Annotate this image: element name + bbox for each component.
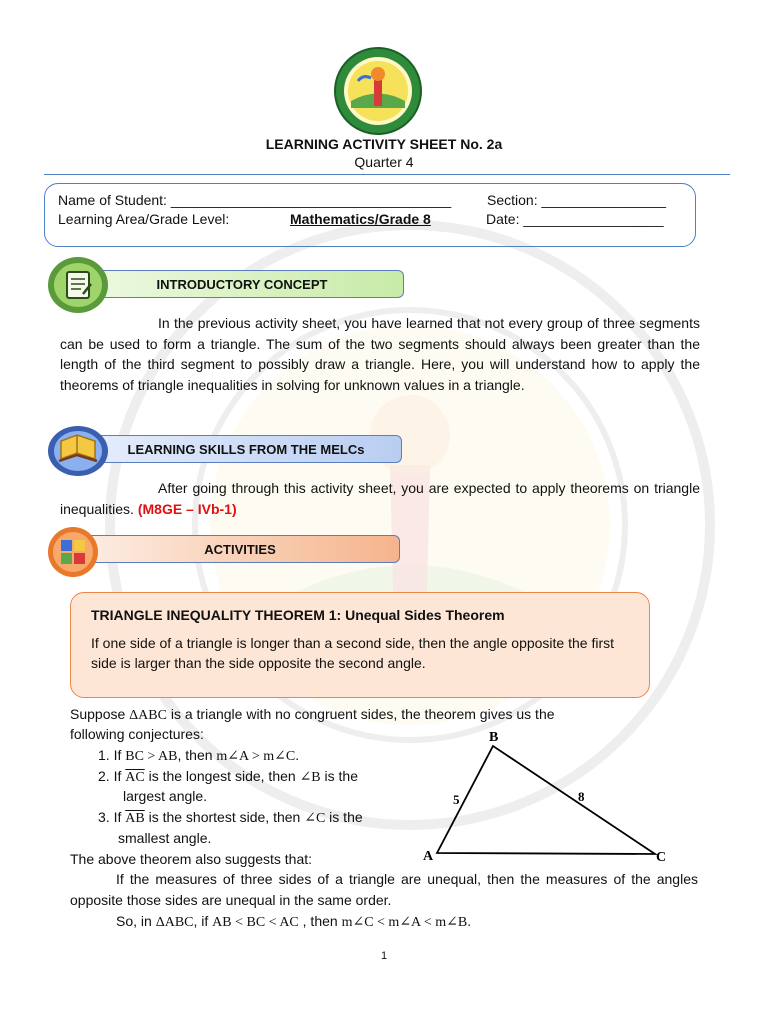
following-line: following conjectures:	[70, 726, 204, 742]
student-name-field[interactable]: Name of Student: ____________________________________	[58, 192, 452, 208]
introductory-concept-header: INTRODUCTORY CONCEPT	[80, 270, 404, 298]
book-icon	[47, 425, 109, 477]
side-bc-length: 8	[578, 789, 585, 804]
conjecture-1: 1. If BC > AB, then m∠A > m∠C.	[98, 747, 300, 764]
division-office-logo	[333, 46, 423, 136]
conjecture-2-cont: largest angle.	[123, 788, 208, 804]
sheet-title: LEARNING ACTIVITY SHEET No. 2a	[265, 136, 503, 152]
quarter-label: Quarter 4	[354, 154, 414, 170]
learning-area-value: Mathematics/Grade 8	[290, 211, 431, 227]
skills-paragraph: After going through this activity sheet, you are expected to apply theorems on triangle inequalities. (M8GE – IVb-1)	[60, 480, 700, 517]
date-field[interactable]: Date: __________________	[486, 211, 664, 227]
theorem-box	[70, 592, 650, 698]
activities-header: ACTIVITIES	[80, 535, 400, 563]
triangle-diagram	[415, 722, 675, 867]
puzzle-icon	[47, 526, 99, 578]
side-ab-length: 5	[453, 792, 460, 807]
conjecture-2: 2. If $\overline{AC}$ is the longest side, then ∠B is the	[98, 768, 358, 785]
vertex-b-label: B	[489, 730, 499, 745]
vertex-c-label: C	[656, 850, 667, 865]
page-number: 1	[380, 950, 388, 962]
intro-paragraph: In the previous activity sheet, you have learned that not every group of three segments can be used to form a triangle. The sum of the two segments should always been greater than the length of the third segment to possibly draw a triangle. Here, you will understand how to apply the theorems of triangle inequalities in solving for unknown values in a triangle.	[60, 315, 700, 393]
learning-area-label: Learning Area/Grade Level:	[58, 211, 230, 227]
section-field[interactable]: Section: ________________	[487, 192, 667, 208]
so-line: So, in ΔABC, if AB < BC < AC , then m∠C < m∠A < m∠B.	[116, 913, 472, 930]
triangle-shape	[437, 746, 655, 854]
header-divider	[44, 174, 730, 175]
suppose-line: Suppose ΔABC is a triangle with no congruent sides, the theorem gives us the	[70, 706, 555, 723]
theorem-title: TRIANGLE INEQUALITY THEOREM 1: Unequal Sides Theorem	[91, 607, 505, 623]
conjecture-3: 3. If $\overline{AB}$ is the shortest side, then ∠C is the	[98, 809, 363, 826]
vertex-a-label: A	[423, 849, 434, 864]
notepad-icon	[47, 256, 109, 314]
suggests-line: The above theorem also suggests that:	[70, 851, 313, 867]
conjecture-3-cont: smallest angle.	[118, 830, 212, 846]
learning-skills-header: LEARNING SKILLS FROM THE MELCs	[80, 435, 402, 463]
measures-paragraph: If the measures of three sides of a triangle are unequal, then the measures of the angles opposite those sides are unequal in the same order.	[70, 871, 698, 908]
theorem-text: If one side of a triangle is longer than a second side, then the angle opposite the first side is larger than the side opposite the second angle.	[91, 635, 615, 671]
melc-code: (M8GE – IVb-1)	[137, 500, 237, 517]
